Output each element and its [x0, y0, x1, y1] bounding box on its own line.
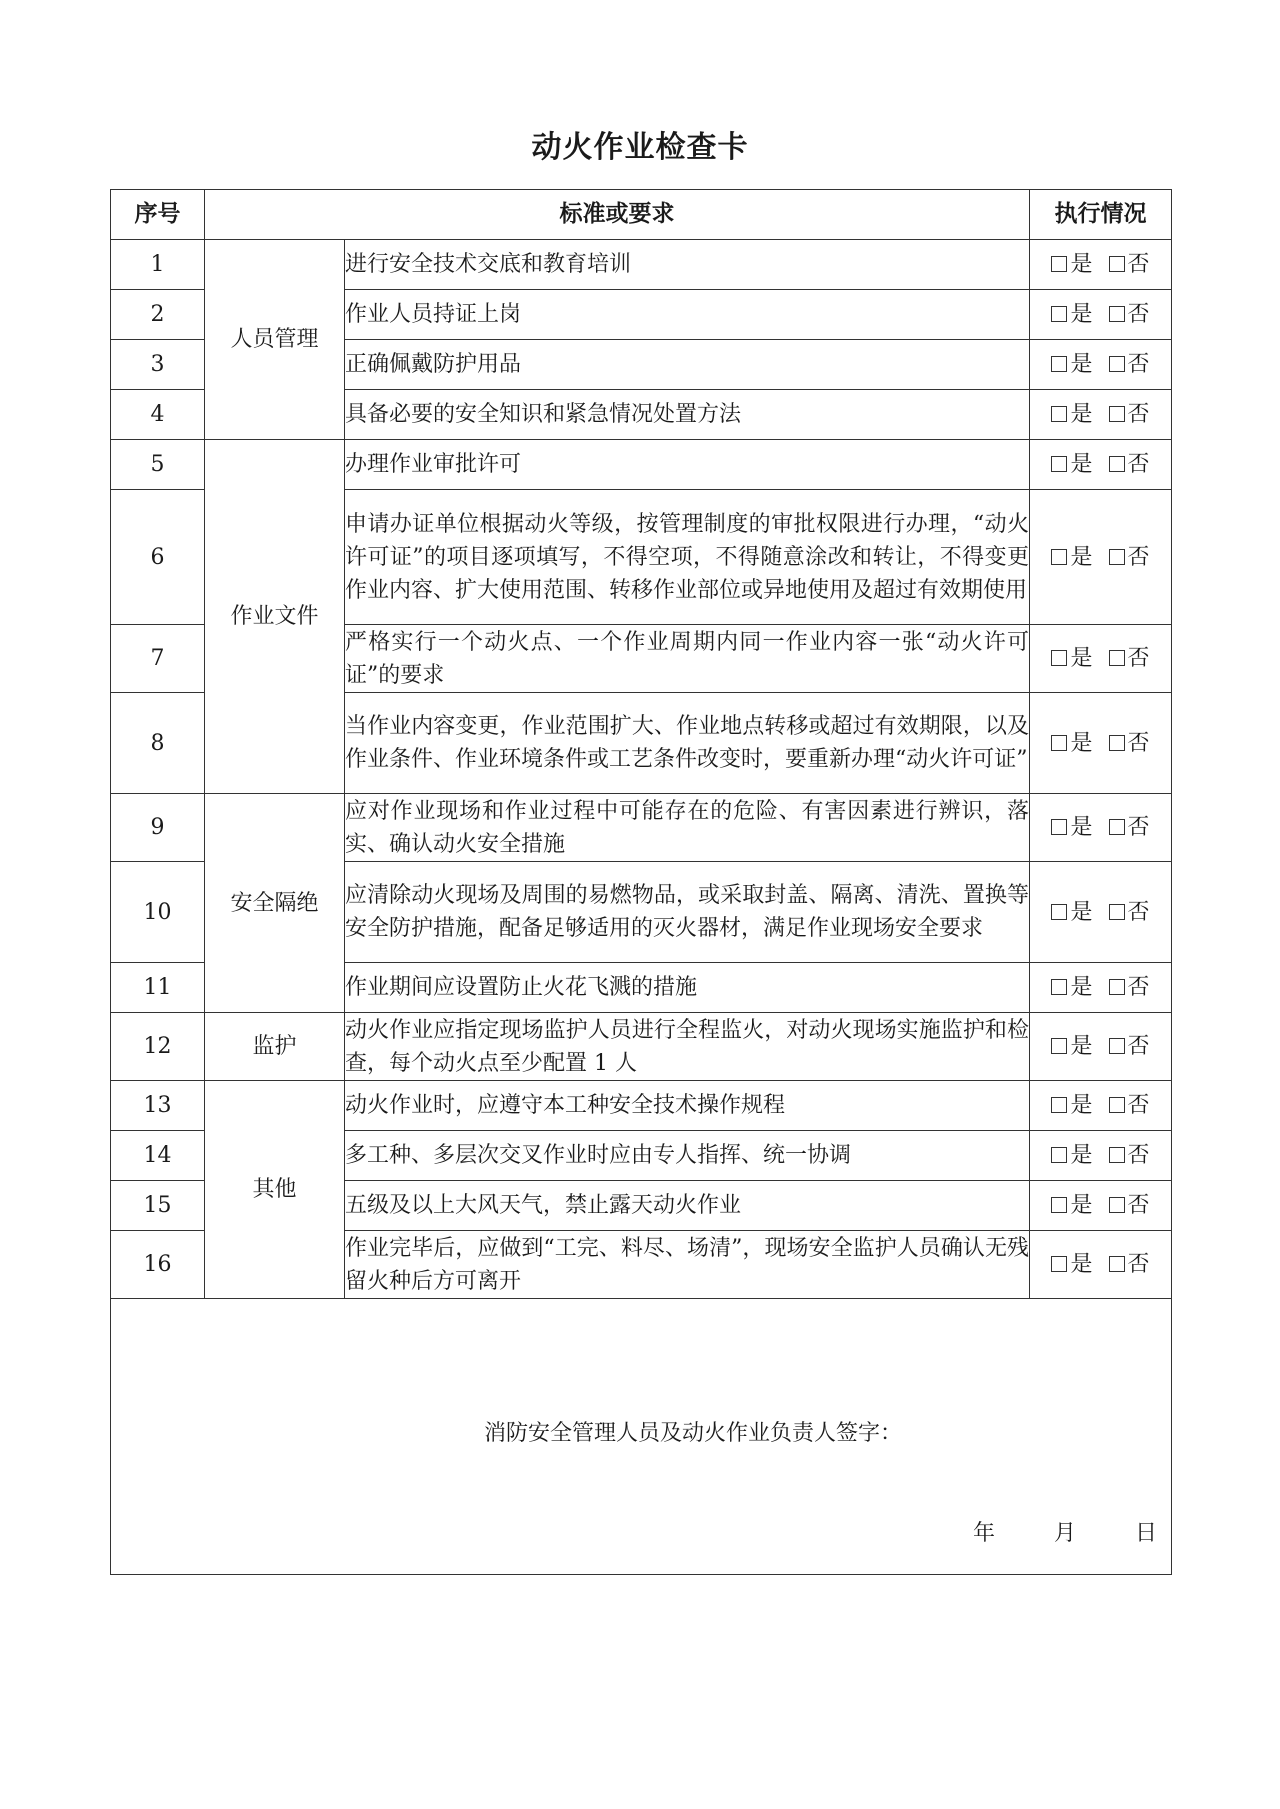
status-cell [1030, 290, 1172, 340]
item-number: 2 [111, 290, 205, 340]
yes-option[interactable] [1051, 298, 1092, 331]
checkbox-icon[interactable] [1051, 306, 1067, 322]
no-label: 否 [1127, 302, 1150, 327]
no-option[interactable] [1109, 298, 1150, 331]
yes-option[interactable] [1051, 1248, 1092, 1281]
header-requirement: 标准或要求 [205, 190, 1030, 240]
yes-label: 是 [1070, 975, 1093, 1000]
no-label: 否 [1127, 1143, 1150, 1168]
requirement-text: 当作业内容变更，作业范围扩大、作业地点转移或超过有效期限，以及作业条件、作业环境条件或工艺条件改变时，要重新办理“动火许可证” [345, 693, 1030, 794]
yes-label: 是 [1070, 352, 1093, 377]
header-status: 执行情况 [1030, 190, 1172, 240]
checkbox-icon[interactable] [1109, 256, 1125, 272]
checkbox-icon[interactable] [1051, 1147, 1067, 1163]
yes-option[interactable] [1051, 811, 1092, 844]
requirement-text: 五级及以上大风天气，禁止露天动火作业 [345, 1181, 1030, 1231]
requirement-text: 正确佩戴防护用品 [345, 340, 1030, 390]
checkbox-icon[interactable] [1051, 1038, 1067, 1054]
status-cell [1030, 490, 1172, 625]
no-label: 否 [1127, 402, 1150, 427]
status-cell [1030, 1081, 1172, 1131]
no-label: 否 [1127, 975, 1150, 1000]
signature-area [111, 1299, 1172, 1575]
item-number: 10 [111, 862, 205, 963]
checkbox-icon[interactable] [1051, 1256, 1067, 1272]
category-cell: 人员管理 [205, 240, 345, 440]
yes-label: 是 [1070, 899, 1093, 925]
category-cell: 监护 [205, 1013, 345, 1081]
status-cell [1030, 390, 1172, 440]
checkbox-icon[interactable] [1109, 306, 1125, 322]
no-option[interactable] [1109, 1189, 1150, 1222]
checklist-table [110, 189, 1172, 1575]
category-cell: 安全隔绝 [205, 794, 345, 1013]
no-label: 否 [1127, 1252, 1150, 1277]
yes-option[interactable] [1051, 248, 1092, 281]
no-label: 否 [1127, 452, 1150, 477]
requirement-text: 办理作业审批许可 [345, 440, 1030, 490]
status-cell [1030, 1131, 1172, 1181]
yes-label: 是 [1070, 1252, 1093, 1277]
checkbox-icon[interactable] [1109, 904, 1125, 920]
no-label: 否 [1127, 899, 1150, 925]
requirement-text: 作业完毕后，应做到“工完、料尽、场清”，现场安全监护人员确认无残留火种后方可离开 [345, 1231, 1030, 1299]
requirement-text: 动火作业时，应遵守本工种安全技术操作规程 [345, 1081, 1030, 1131]
no-label: 否 [1127, 646, 1150, 671]
yes-label: 是 [1070, 1193, 1093, 1218]
header-row [111, 190, 1172, 240]
checkbox-icon[interactable] [1109, 979, 1125, 995]
status-cell [1030, 963, 1172, 1013]
month-label: 月 [1053, 1521, 1076, 1546]
status-cell [1030, 1013, 1172, 1081]
checkbox-icon[interactable] [1109, 549, 1125, 565]
no-option[interactable] [1109, 727, 1150, 760]
checkbox-icon[interactable] [1109, 1197, 1125, 1213]
checkbox-icon[interactable] [1109, 1147, 1125, 1163]
requirement-text: 申请办证单位根据动火等级，按管理制度的审批权限进行办理，“动火许可证”的项目逐项填写，不得空项，不得随意涂改和转让，不得变更作业内容、扩大使用范围、转移作业部位或异地使用及超过有效期使用 [345, 490, 1030, 625]
no-option[interactable] [1109, 248, 1150, 281]
item-number: 5 [111, 440, 205, 490]
checkbox-icon[interactable] [1109, 650, 1125, 666]
no-label: 否 [1127, 815, 1150, 840]
status-cell [1030, 625, 1172, 693]
no-option[interactable] [1109, 348, 1150, 381]
requirement-text: 应对作业现场和作业过程中可能存在的危险、有害因素进行辨识，落实、确认动火安全措施 [345, 794, 1030, 862]
checkbox-icon[interactable] [1109, 1256, 1125, 1272]
yes-label: 是 [1070, 646, 1093, 671]
item-number: 13 [111, 1081, 205, 1131]
yes-option[interactable] [1051, 727, 1092, 760]
checkbox-icon[interactable] [1051, 979, 1067, 995]
yes-option[interactable] [1051, 1139, 1092, 1172]
header-no: 序号 [111, 190, 205, 240]
yes-label: 是 [1070, 544, 1093, 570]
signature-row [111, 1299, 1172, 1575]
checkbox-icon[interactable] [1109, 735, 1125, 751]
checkbox-icon[interactable] [1109, 1038, 1125, 1054]
item-number: 16 [111, 1231, 205, 1299]
status-cell [1030, 440, 1172, 490]
yes-option[interactable] [1051, 1030, 1092, 1063]
yes-option[interactable] [1051, 1089, 1092, 1122]
item-number: 4 [111, 390, 205, 440]
checkbox-icon[interactable] [1109, 1097, 1125, 1113]
requirement-text: 具备必要的安全知识和紧急情况处置方法 [345, 390, 1030, 440]
requirement-text: 严格实行一个动火点、一个作业周期内同一作业内容一张“动火许可证”的要求 [345, 625, 1030, 693]
item-number: 9 [111, 794, 205, 862]
no-label: 否 [1127, 1034, 1150, 1059]
item-number: 7 [111, 625, 205, 693]
requirement-text: 应清除动火现场及周围的易燃物品，或采取封盖、隔离、清洗、置换等安全防护措施，配备足够适用的灭火器材，满足作业现场安全要求 [345, 862, 1030, 963]
no-label: 否 [1127, 544, 1150, 570]
no-option[interactable] [1109, 1030, 1150, 1063]
requirement-text: 作业期间应设置防止火花飞溅的措施 [345, 963, 1030, 1013]
checkbox-icon[interactable] [1109, 456, 1125, 472]
item-number: 3 [111, 340, 205, 390]
checkbox-icon[interactable] [1109, 356, 1125, 372]
yes-label: 是 [1070, 302, 1093, 327]
no-label: 否 [1127, 352, 1150, 377]
checkbox-icon[interactable] [1051, 650, 1067, 666]
checkbox-icon[interactable] [1051, 1197, 1067, 1213]
checkbox-icon[interactable] [1051, 356, 1067, 372]
checkbox-icon[interactable] [1051, 456, 1067, 472]
signature-label: 消防安全管理人员及动火作业负责人签字： [484, 1421, 903, 1446]
checkbox-icon[interactable] [1051, 1097, 1067, 1113]
yes-option[interactable] [1051, 1189, 1092, 1222]
item-number: 8 [111, 693, 205, 794]
requirement-text: 动火作业应指定现场监护人员进行全程监火，对动火现场实施监护和检查，每个动火点至少配置 1 人 [345, 1013, 1030, 1081]
no-option[interactable] [1109, 642, 1150, 675]
year-label: 年 [972, 1521, 995, 1546]
yes-label: 是 [1070, 1034, 1093, 1059]
status-cell [1030, 240, 1172, 290]
status-cell [1030, 340, 1172, 390]
category-cell: 其他 [205, 1081, 345, 1299]
date-line [973, 1517, 1157, 1550]
page-title: 动火作业检查卡 [531, 130, 749, 165]
requirement-text: 作业人员持证上岗 [345, 290, 1030, 340]
status-cell [1030, 1181, 1172, 1231]
item-number: 1 [111, 240, 205, 290]
no-option[interactable] [1109, 896, 1150, 929]
yes-label: 是 [1070, 1093, 1093, 1118]
status-cell [1030, 1231, 1172, 1299]
yes-option[interactable] [1051, 448, 1092, 481]
table-row [111, 240, 1172, 290]
checkbox-icon[interactable] [1051, 904, 1067, 920]
table-row [111, 1081, 1172, 1131]
day-label: 日 [1134, 1521, 1157, 1546]
status-cell [1030, 862, 1172, 963]
checkbox-icon[interactable] [1051, 819, 1067, 835]
requirement-text: 进行安全技术交底和教育培训 [345, 240, 1030, 290]
no-option[interactable] [1109, 398, 1150, 431]
status-cell [1030, 794, 1172, 862]
no-option[interactable] [1109, 1248, 1150, 1281]
table-row [111, 1013, 1172, 1081]
no-label: 否 [1127, 1193, 1150, 1218]
checkbox-icon[interactable] [1051, 735, 1067, 751]
item-number: 14 [111, 1131, 205, 1181]
yes-label: 是 [1070, 730, 1093, 756]
category-cell: 作业文件 [205, 440, 345, 794]
yes-label: 是 [1070, 252, 1093, 277]
no-option[interactable] [1109, 1089, 1150, 1122]
requirement-text: 多工种、多层次交叉作业时应由专人指挥、统一协调 [345, 1131, 1030, 1181]
yes-label: 是 [1070, 815, 1093, 840]
status-cell [1030, 693, 1172, 794]
no-label: 否 [1127, 252, 1150, 277]
no-option[interactable] [1109, 541, 1150, 574]
no-label: 否 [1127, 1093, 1150, 1118]
checkbox-icon[interactable] [1051, 406, 1067, 422]
yes-label: 是 [1070, 1143, 1093, 1168]
table-row [111, 794, 1172, 862]
yes-option[interactable] [1051, 398, 1092, 431]
yes-option[interactable] [1051, 348, 1092, 381]
yes-option[interactable] [1051, 896, 1092, 929]
checkbox-icon[interactable] [1109, 819, 1125, 835]
yes-option[interactable] [1051, 541, 1092, 574]
no-option[interactable] [1109, 448, 1150, 481]
yes-option[interactable] [1051, 642, 1092, 675]
no-option[interactable] [1109, 971, 1150, 1004]
yes-label: 是 [1070, 402, 1093, 427]
item-number: 15 [111, 1181, 205, 1231]
no-option[interactable] [1109, 1139, 1150, 1172]
no-label: 否 [1127, 730, 1150, 756]
checkbox-icon[interactable] [1051, 549, 1067, 565]
no-option[interactable] [1109, 811, 1150, 844]
item-number: 11 [111, 963, 205, 1013]
checkbox-icon[interactable] [1109, 406, 1125, 422]
yes-option[interactable] [1051, 971, 1092, 1004]
item-number: 6 [111, 490, 205, 625]
checkbox-icon[interactable] [1051, 256, 1067, 272]
table-row [111, 440, 1172, 490]
item-number: 12 [111, 1013, 205, 1081]
yes-label: 是 [1070, 452, 1093, 477]
